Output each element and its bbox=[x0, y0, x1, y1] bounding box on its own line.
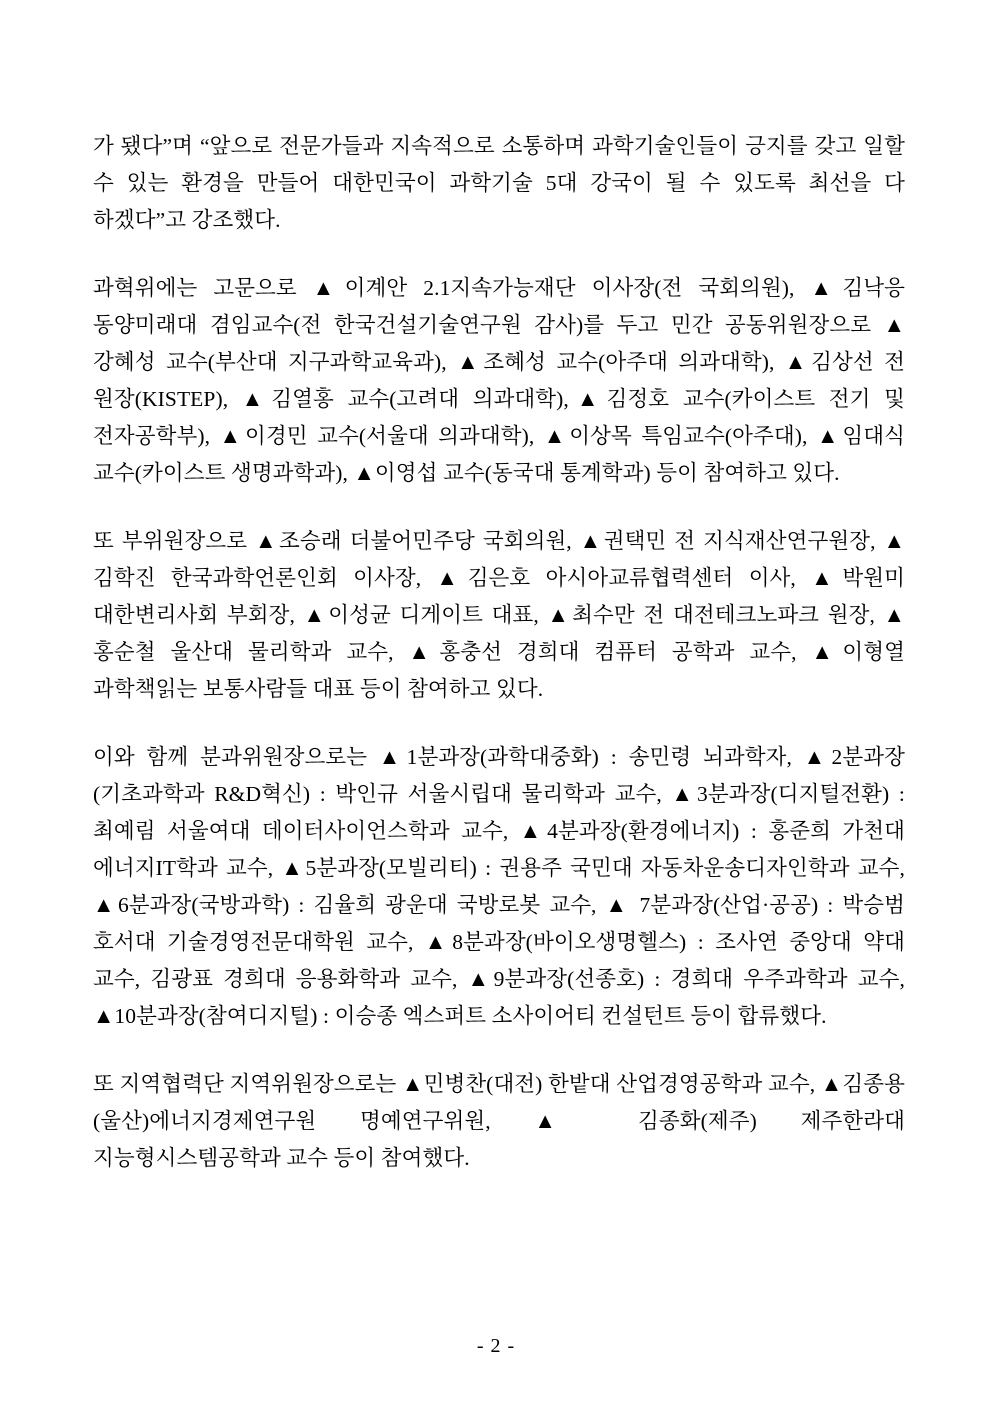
paragraph-4: 이와 함께 분과위원장으로는 ▲1분과장(과학대중화) : 송민령 뇌과학자, ▲2분과장(기초과학과 R&D혁신) : 박인규 서울시립대 물리학과 교수, ▲3분과장(디지털전환) : 최예림 서울여대 데이터사이언스학과 교수, ▲4분과장(환경에너지) : 홍준희 가천대 에너지IT학과 교수, ▲5분과장(모빌리티) : 권용주 국민대 자동차운송디자인학과 교수, ▲6분과장(국방과학) : 김율희 광운대 국방로봇 교수, ▲ 7분과장(산업·공공) : 박승범 호서대 기술경영전문대학원 교수, ▲8분과장(바이오생명헬스) : 조사연 중앙대 약대 교수, 김광표 경희대 응용화학과 교수, ▲9분과장(선종호) : 경희대 우주과학과 교수, ▲10분과장(참여디지털) : 이승종 엑스퍼트 소사이어티 컨설턴트 등이 합류했다. bbox=[93, 745, 905, 1028]
paragraph-1: 가 됐다”며 “앞으로 전문가들과 지속적으로 소통하며 과학기술인들이 긍지를 갖고 일할 수 있는 환경을 만들어 대한민국이 과학기술 5대 강국이 될 수 있도록 최선을 다 하겠다”고 강조했다. bbox=[93, 134, 905, 232]
paragraph-2: 과혁위에는 고문으로 ▲이계안 2.1지속가능재단 이사장(전 국회의원), ▲김낙응 동양미래대 겸임교수(전 한국건설기술연구원 감사)를 두고 민간 공동위원장으로 ▲강혜성 교수(부산대 지구과학교육과), ▲조혜성 교수(아주대 의과대학), ▲김상선 전 원장(KISTEP), ▲김열홍 교수(고려대 의과대학),▲김정호 교수(카이스트 전기 및 전자공학부), ▲이경민 교수(서울대 의과대학), ▲이상목 특임교수(아주대), ▲임대식 교수(카이스트 생명과학과), ▲이영섭 교수(동국대 통계학과) 등이 참여하고 있다. bbox=[93, 276, 905, 485]
paragraph-5: 또 지역협력단 지역위원장으로는 ▲민병찬(대전) 한밭대 산업경영공학과 교수, ▲김종용(울산)에너지경제연구원 명예연구위원, ▲ 김종화(제주) 제주한라대 지능형시스템공학과 교수 등이 참여했다. bbox=[93, 1072, 905, 1170]
document-body bbox=[93, 128, 905, 1177]
page-number: - 2 - bbox=[476, 1335, 516, 1357]
paragraph-3: 또 부위원장으로 ▲조승래 더불어민주당 국회의원, ▲권택민 전 지식재산연구원장, ▲김학진 한국과학언론인회 이사장, ▲김은호 아시아교류협력센터 이사, ▲박원미 대한변리사회 부회장, ▲이성균 디게이트 대표, ▲최수만 전 대전테크노파크 원장, ▲홍순철 울산대 물리학과 교수, ▲홍충선 경희대 컴퓨터 공학과 교수, ▲이형열 과학책읽는 보통사람들 대표 등이 참여하고 있다. bbox=[93, 529, 905, 701]
